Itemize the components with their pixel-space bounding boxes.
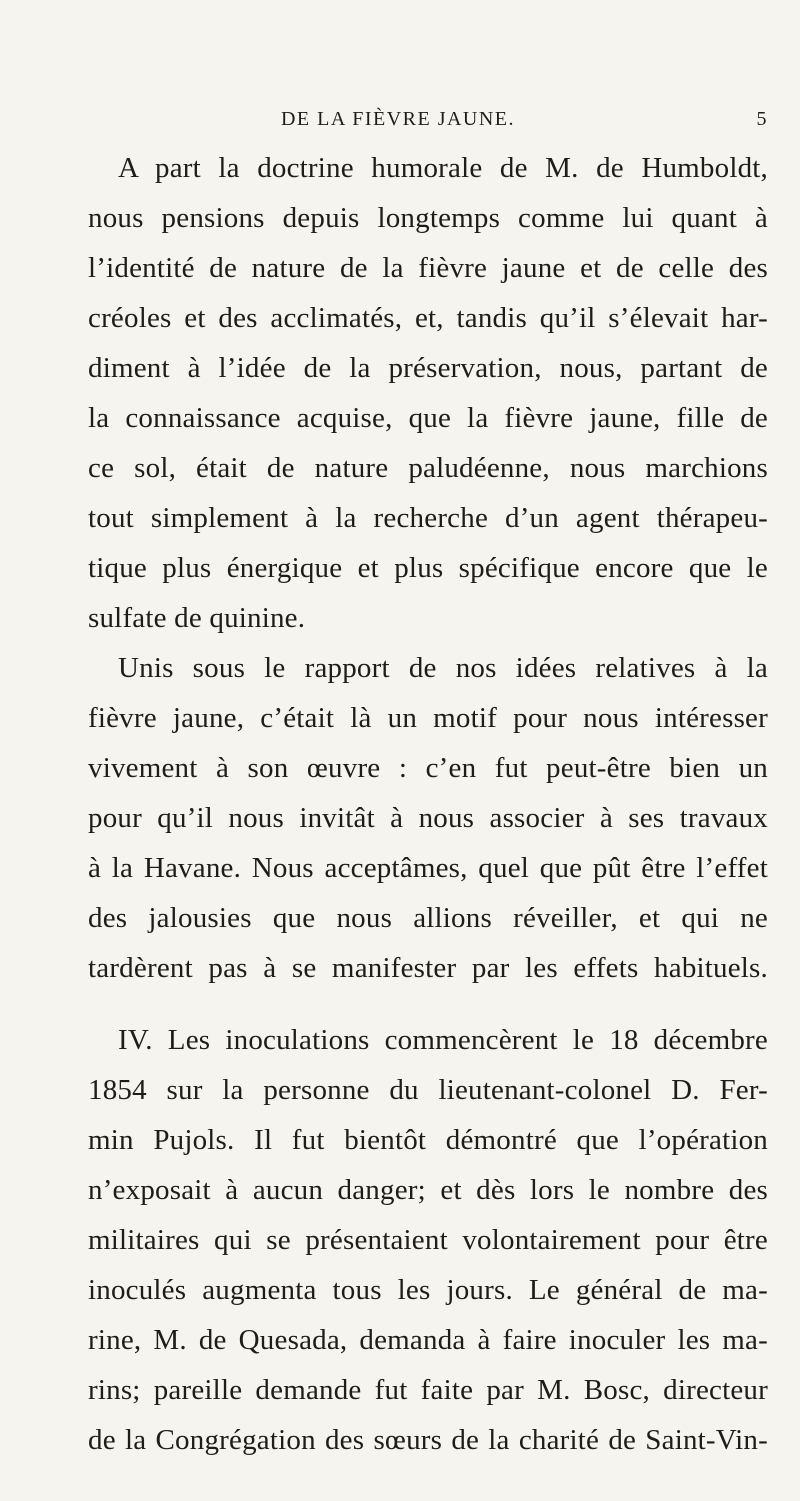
text-line: créoles et des acclimatés, et, tandis qu’il s’élevait har- bbox=[88, 302, 768, 334]
text-line: A part la doctrine humorale de M. de Humboldt, bbox=[118, 152, 768, 184]
text-line: tardèrent pas à se manifester par les effets habituels. bbox=[88, 952, 768, 984]
text-line: Unis sous le rapport de nos idées relatives à la bbox=[118, 652, 768, 684]
text-line: ce sol, était de nature paludéenne, nous marchions bbox=[88, 452, 768, 484]
text-line: la connaissance acquise, que la fièvre jaune, fille de bbox=[88, 402, 768, 434]
text-line: des jalousies que nous allions réveiller, et qui ne bbox=[88, 902, 768, 934]
text-line: de la Congrégation des sœurs de la charité de Saint-Vin- bbox=[88, 1424, 768, 1456]
text-line: min Pujols. Il fut bientôt démontré que l’opération bbox=[88, 1124, 768, 1156]
paragraph-havane bbox=[88, 643, 768, 993]
text-line: diment à l’idée de la préservation, nous, partant de bbox=[88, 352, 768, 384]
text-line: nous pensions depuis longtemps comme lui quant à bbox=[88, 202, 768, 234]
text-line: militaires qui se présentaient volontairement pour être bbox=[88, 1224, 768, 1256]
text-line: pour qu’il nous invitât à nous associer à ses travaux bbox=[88, 802, 768, 834]
text-line: à la Havane. Nous acceptâmes, quel que pût être l’effet bbox=[88, 852, 768, 884]
paragraph-inoculations bbox=[88, 1015, 768, 1465]
running-head bbox=[88, 104, 768, 134]
body-text bbox=[88, 143, 768, 1465]
text-line: n’exposait à aucun danger; et dès lors le nombre des bbox=[88, 1174, 768, 1206]
section-gap bbox=[88, 993, 768, 1015]
text-line: vivement à son œuvre : c’en fut peut-être bien un bbox=[88, 752, 768, 784]
text-line: fièvre jaune, c’était là un motif pour nous intéresser bbox=[88, 702, 768, 734]
text-line: inoculés augmenta tous les jours. Le général de ma- bbox=[88, 1274, 768, 1306]
text-line: tout simplement à la recherche d’un agent thérapeu- bbox=[88, 502, 768, 534]
page-number: 5 bbox=[756, 108, 768, 130]
text-line: rine, M. de Quesada, demanda à faire inoculer les ma- bbox=[88, 1324, 768, 1356]
text-line: sulfate de quinine. bbox=[88, 602, 306, 634]
text-line: tique plus énergique et plus spécifique encore que le bbox=[88, 552, 768, 584]
text-line: IV. Les inoculations commencèrent le 18 décembre bbox=[118, 1024, 768, 1056]
text-line: l’identité de nature de la fièvre jaune et de celle des bbox=[88, 252, 768, 284]
text-line: 1854 sur la personne du lieutenant-colonel D. Fer- bbox=[88, 1074, 768, 1106]
paragraph-humboldt bbox=[88, 143, 768, 643]
running-title: DE LA FIÈVRE JAUNE. bbox=[280, 108, 516, 130]
text-line: rins; pareille demande fut faite par M. Bosc, directeur bbox=[88, 1374, 768, 1406]
